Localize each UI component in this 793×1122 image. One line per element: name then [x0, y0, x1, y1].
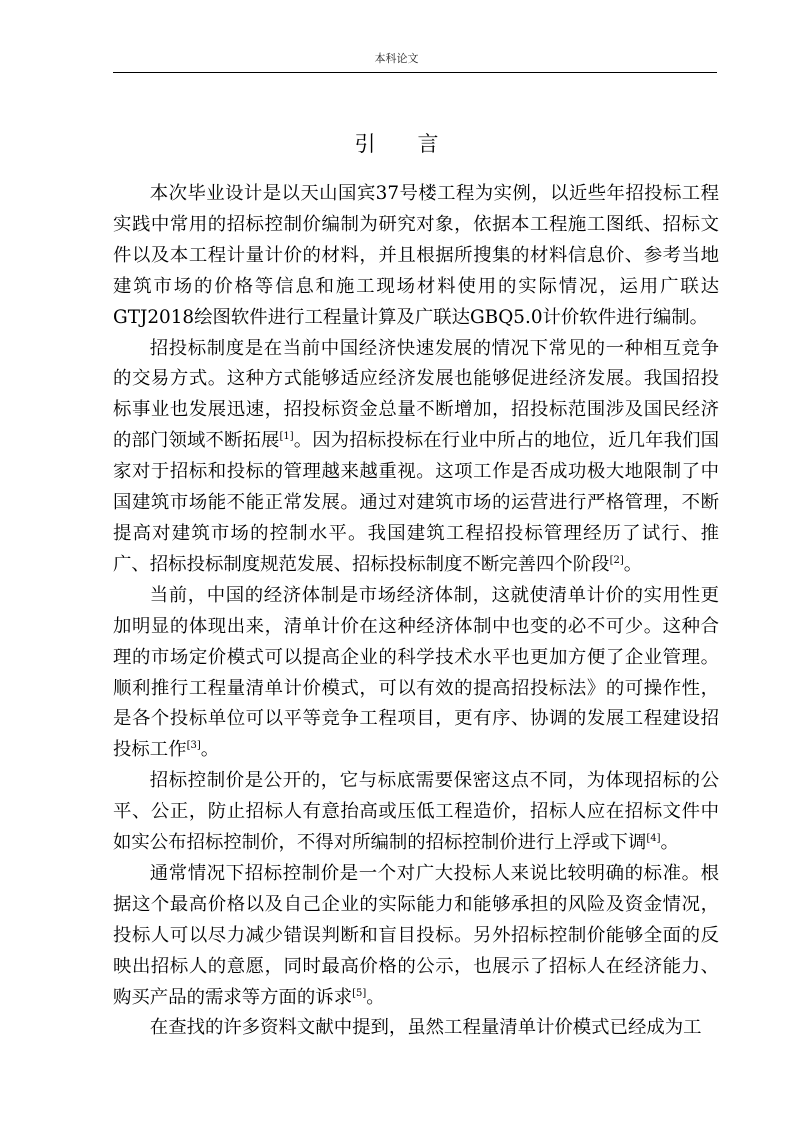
paragraph-text: 。: [660, 832, 679, 854]
paragraph-2: [113, 334, 719, 581]
paragraph-text: 。: [623, 553, 643, 575]
paragraph-1: [113, 179, 719, 334]
running-header: 本科论文: [374, 52, 419, 65]
paragraph-text: 。: [366, 986, 385, 1008]
citation-marker: [2]: [609, 554, 624, 566]
paragraph-text: 。因为招标投标在行业中所占的地位，近几年我们国家对于招标和投标的管理越来越重视。这项工作是否成功极大地限制了中国建筑市场能不能正常发展。通过对建筑市场的运营进行严格管理，不断提高对建筑市场的控制水平。我国建筑工程招投标管理经历了试行、推广、招标投标制度规范发展、招标投标制度不断完善四个阶段: [113, 430, 719, 575]
paragraph-text: 本次毕业设计是以天山国宾37号楼工程为实例，以近些年招投标工程实践中常用的招标控制价编制为研究对象，依据本工程施工图纸、招标文件以及本工程计量计价的材料，并且根据所搜集的材料信息价、参考当地建筑市场的价格等信息和施工现场材料使用的实际情况，运用广联达GTJ2018绘图软件进行工程量计算及广联达GBQ5.0计价软件进行编制。: [113, 183, 719, 328]
section-title: 引言: [354, 132, 481, 156]
paragraph-text: 在查找的许多资料文献中提到，虽然工程量清单计价模式已经成为工: [149, 1017, 702, 1039]
paragraph-text: 当前，中国的经济体制是市场经济体制，这就使清单计价的实用性更加明显的体现出来，清单计价在这种经济体制中也变的必不可少。这种合理的市场定价模式可以提高企业的科学技术水平也更加方便了企业管理。顺利推行工程量清单计价模式，可以有效的提高招投标法》的可操作性，是各个投标单位可以平等竞争工程项目，更有序、协调的发展工程建设招投标工作: [113, 584, 719, 761]
paragraph-text: 招标控制价是公开的，它与标底需要保密这点不同，为体现招标的公平、公正，防止招标人有意抬高或压低工程造价，招标人应在招标文件中如实公布招标控制价，不得对所编制的招标控制价进行上浮或下调: [113, 770, 719, 854]
paragraph-6: [113, 1013, 719, 1044]
paragraph-4: [113, 766, 719, 859]
citation-marker: [5]: [352, 987, 367, 999]
citation-marker: [4]: [646, 832, 661, 844]
paragraph-text: 通常情况下招标控制价是一个对广大投标人来说比较明确的标准。根据这个最高价格以及自己企业的实际能力和能够承担的风险及资金情况，投标人可以尽力减少错误判断和盲目投标。另外招标控制价能够全面的反映出招标人的意愿，同时最高价格的公示，也展示了招标人在经济能力、购买产品的需求等方面的诉求: [113, 862, 719, 1008]
paragraph-text: 招投标制度是在当前中国经济快速发展的情况下常见的一种相互竞争的交易方式。这种方式能够适应经济发展也能够促进经济发展。我国招投标事业也发展迅速，招投标资金总量不断增加，招投标范围涉及国民经济的部门领域不断拓展: [113, 337, 719, 452]
paragraph-3: [113, 581, 719, 766]
citation-marker: [3]: [186, 740, 201, 752]
paragraph-5: [113, 859, 719, 1014]
body-text: [113, 179, 719, 1044]
header-divider: [113, 72, 717, 73]
citation-marker: [1]: [279, 431, 294, 443]
paragraph-text: 。: [200, 739, 220, 761]
